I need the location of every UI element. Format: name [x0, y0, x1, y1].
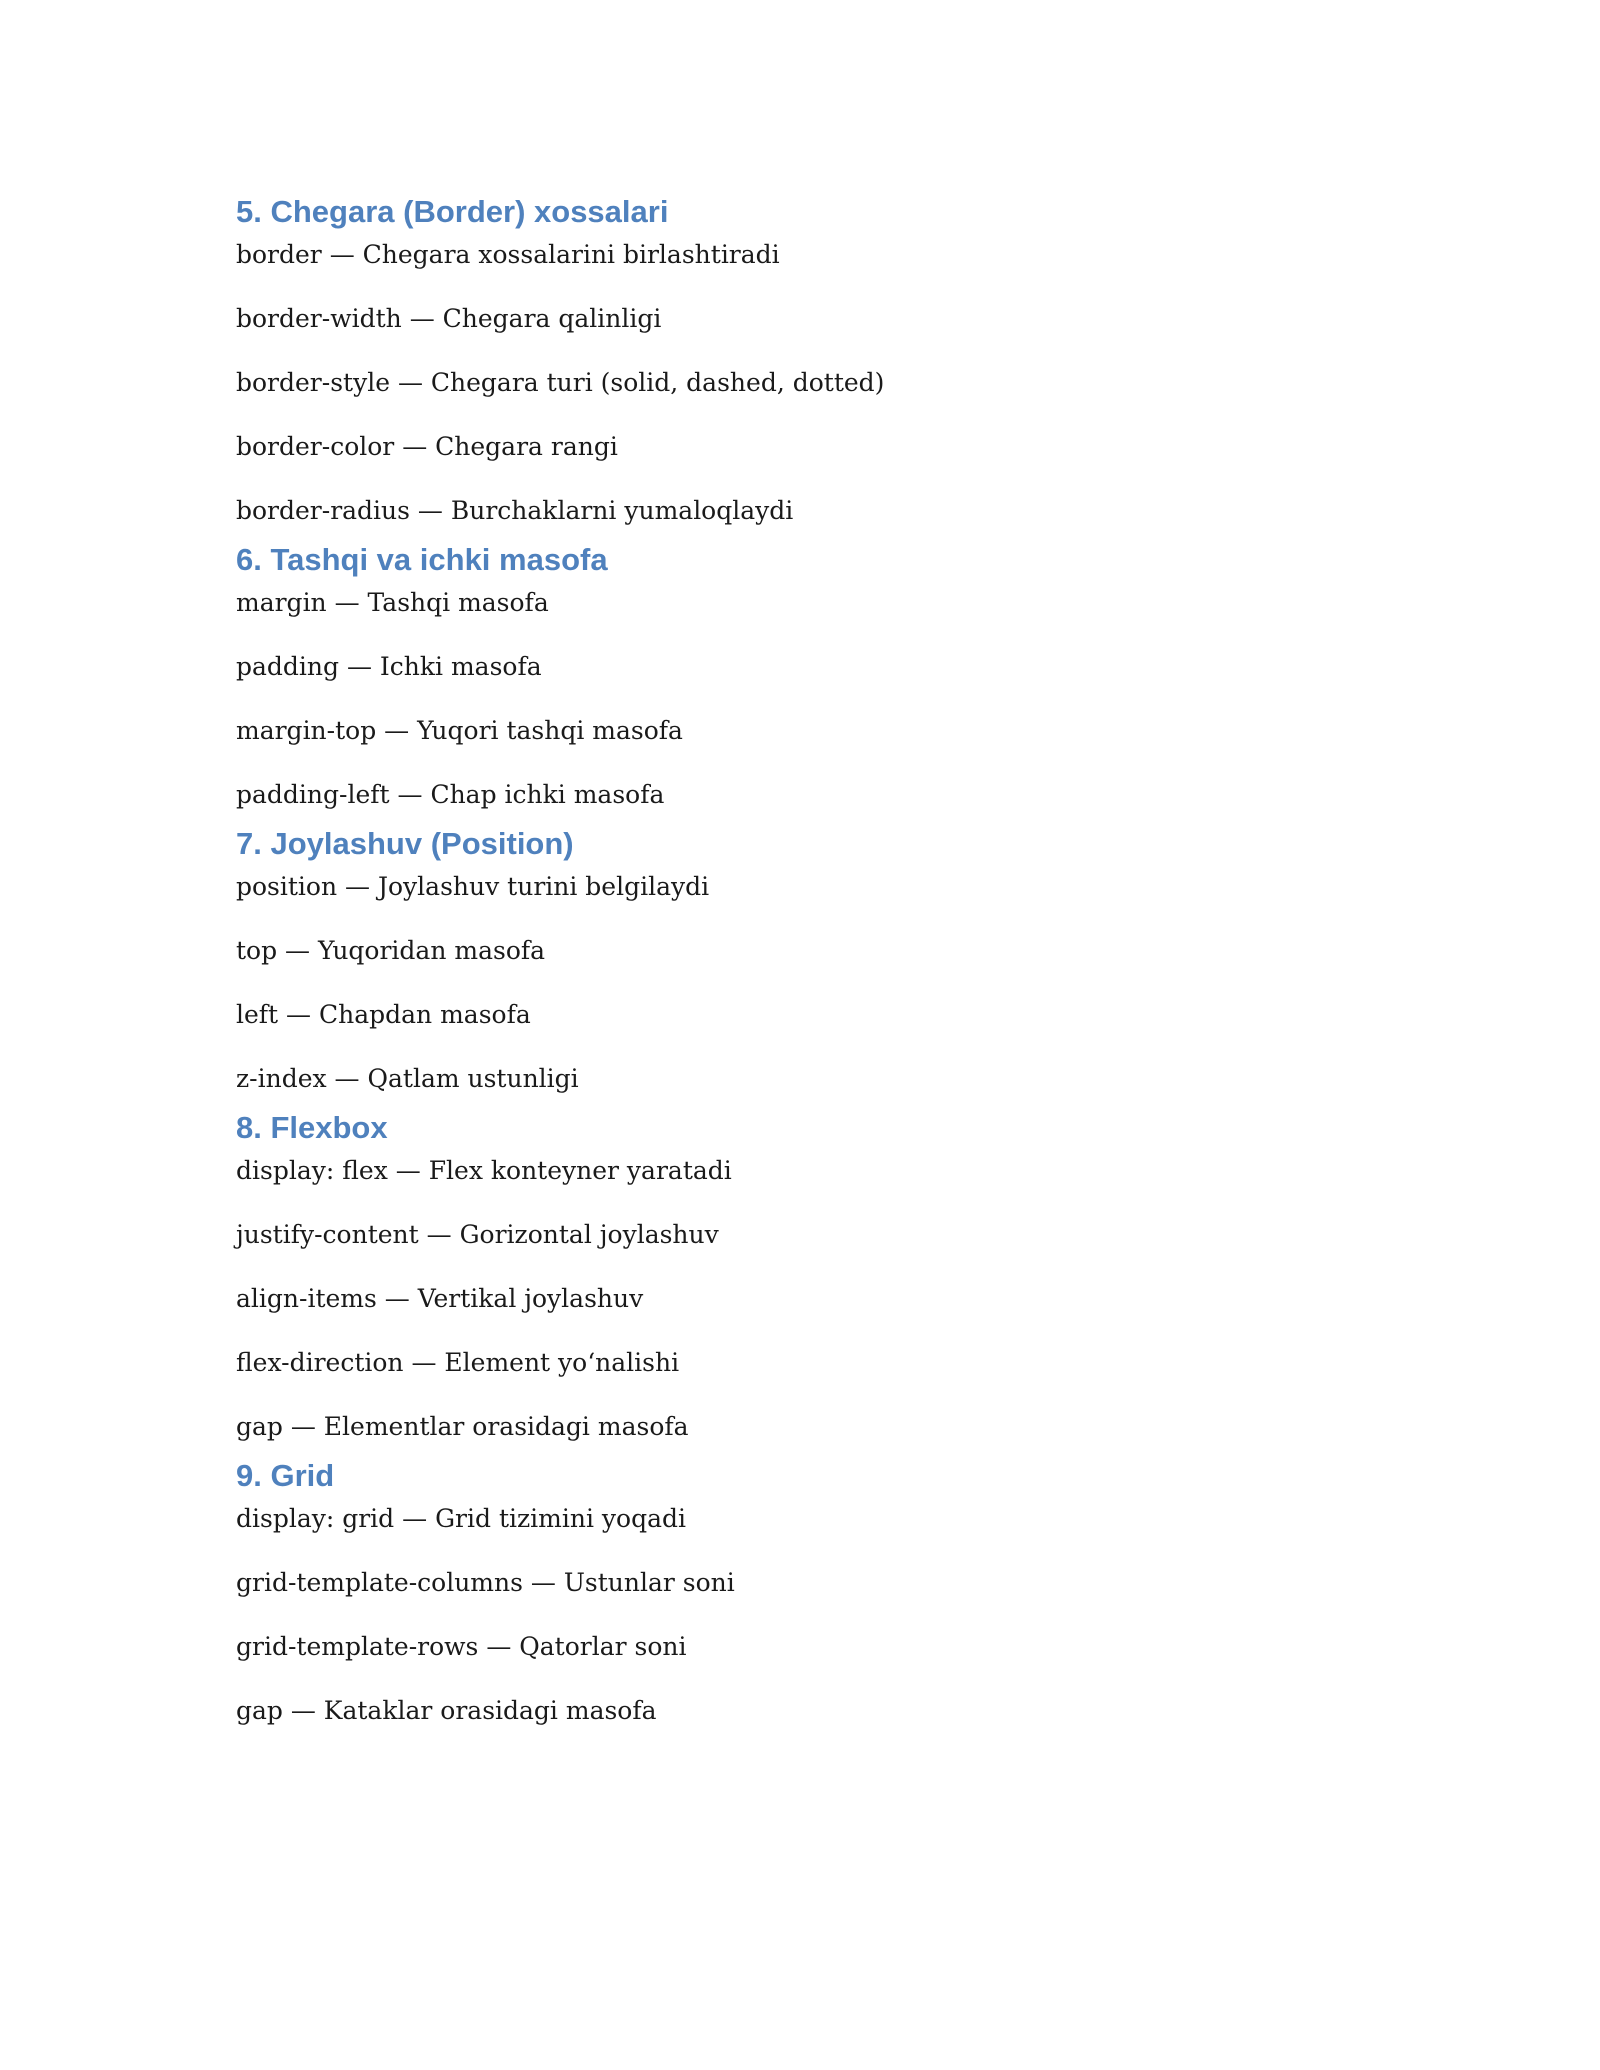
- list-item: display: grid — Grid tizimini yoqadi: [236, 1504, 686, 1533]
- list-item: z-index — Qatlam ustunligi: [236, 1064, 579, 1093]
- list-item: flex-direction — Element yo‘nalishi: [236, 1348, 680, 1377]
- section-grid: [236, 1450, 1366, 1728]
- list-item: align-items — Vertikal joylashuv: [236, 1284, 644, 1313]
- section-position: [236, 818, 1366, 1096]
- list-item: grid-template-columns — Ustunlar soni: [236, 1568, 735, 1597]
- document-content: [236, 186, 1366, 1728]
- list-item: border-color — Chegara rangi: [236, 432, 618, 461]
- list-item: margin-top — Yuqori tashqi masofa: [236, 716, 683, 745]
- list-item: padding-left — Chap ichki masofa: [236, 780, 665, 809]
- section-heading: 9. Grid: [236, 1458, 335, 1493]
- list-item: justify-content — Gorizontal joylashuv: [236, 1220, 719, 1249]
- list-item: border — Chegara xossalarini birlashtiradi: [236, 240, 780, 269]
- list-item: gap — Kataklar orasidagi masofa: [236, 1696, 657, 1725]
- section-flexbox: [236, 1102, 1366, 1444]
- list-item: padding — Ichki masofa: [236, 652, 542, 681]
- section-spacing: [236, 534, 1366, 812]
- list-item: grid-template-rows — Qatorlar soni: [236, 1632, 687, 1661]
- section-heading: 8. Flexbox: [236, 1110, 388, 1145]
- list-item: left — Chapdan masofa: [236, 1000, 531, 1029]
- list-item: display: flex — Flex konteyner yaratadi: [236, 1156, 732, 1185]
- section-heading: 6. Tashqi va ichki masofa: [236, 542, 608, 577]
- list-item: border-width — Chegara qalinligi: [236, 304, 662, 333]
- list-item: top — Yuqoridan masofa: [236, 936, 546, 965]
- list-item: position — Joylashuv turini belgilaydi: [236, 872, 710, 901]
- list-item: margin — Tashqi masofa: [236, 588, 549, 617]
- list-item: gap — Elementlar orasidagi masofa: [236, 1412, 689, 1441]
- section-heading: 5. Chegara (Border) xossalari: [236, 194, 669, 229]
- section-border: [236, 186, 1366, 528]
- section-heading: 7. Joylashuv (Position): [236, 826, 574, 861]
- list-item: border-radius — Burchaklarni yumaloqlaydi: [236, 496, 794, 525]
- list-item: border-style — Chegara turi (solid, dashed, dotted): [236, 368, 885, 397]
